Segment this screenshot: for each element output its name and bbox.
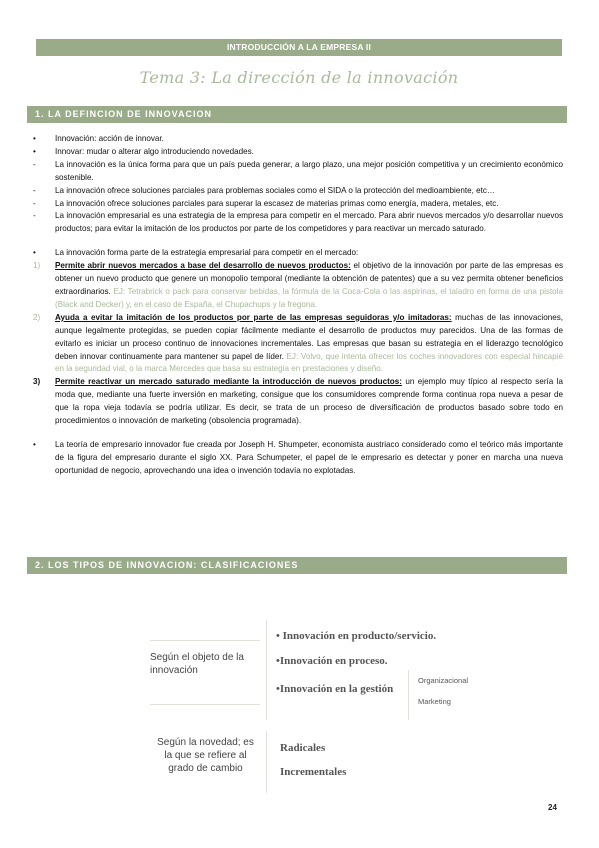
schumpeter-text: La teoría de empresario innovador fue creada por Joseph H. Shumpeter, economista austriaco considerado como el teórico más importante de la figura del empresario durante el siglo XX. Para Schumpeter, el papel de le empresario es detectar y poner en marcha una nueva oportunidad de negocio, aprovechando una idea o invención todavía no explotadas.	[55, 439, 563, 475]
strategy-intro-text: La innovación forma parte de la estrategia empresarial para competir en el mercado:	[55, 248, 359, 258]
bullet-mark: •	[33, 248, 36, 258]
numbered-point-3	[33, 376, 563, 428]
point-heading: Ayuda a evitar la imitación de los productos por parte de las empresas seguidoras y/o imitadoras:	[55, 312, 452, 322]
group1-item: •Innovación en proceso.	[276, 655, 388, 667]
group1-sub-item: Marketing	[418, 697, 451, 706]
group2-item: Incrementales	[280, 766, 347, 778]
schumpeter-paragraph	[33, 439, 563, 478]
group1-sub-item: Organizacional	[418, 676, 469, 685]
list-item-text: Innovar: mudar o alterar algo introduciendo novedades.	[55, 146, 254, 156]
classification-diagram	[0, 615, 599, 795]
point-heading: Permite reactivar un mercado saturado mediante la introducción de nuevos productos:	[55, 377, 402, 387]
strategy-intro	[33, 247, 563, 260]
dash-mark: -	[33, 198, 36, 208]
point-example: EJ: Tetrabrick o pack para conservar bebidas, la fórmula de la Coca-Cola o las aspirinas, el taladro en forma de una pistola (Black and Decker) y, en el caso de España, el Chupachups y la fregona.	[55, 286, 563, 309]
numbered-point-2	[33, 312, 563, 377]
dash-mark: -	[33, 159, 36, 169]
group1-item: •Innovación en la gestión	[276, 683, 394, 695]
group1-label: Según el objeto de la innovación	[150, 652, 244, 676]
list-item	[33, 133, 563, 146]
list-item-text: La innovación es la única forma para que un país pueda generar, a largo plazo, una mejor posición competitiva y un crecimiento económico sostenible.	[55, 159, 563, 182]
list-item	[33, 159, 563, 185]
point-example: EJ: Volvo, que intenta ofrecer los coches innovadores con especial hincapié en la seguridad vial, o la marca Mercedes que basa su estrategia en prestaciones y diseño.	[55, 351, 563, 374]
bracket-line	[408, 670, 409, 720]
bracket-line	[266, 620, 267, 720]
group1-item: • Innovación en producto/servicio.	[276, 630, 437, 642]
course-header: INTRODUCCIÓN A LA EMPRESA II	[36, 39, 562, 56]
topic-title: Tema 3: La dirección de la innovación	[139, 68, 459, 87]
bullet-mark: •	[33, 134, 36, 143]
list-item-text: La innovación ofrece soluciones parciales para superar la escasez de materias primas como energía, madera, metales, etc.	[55, 198, 499, 208]
point-number: 2)	[33, 312, 41, 322]
divider-line	[150, 640, 260, 641]
section-heading-1: 1. LA DEFINCION DE INNOVACION	[27, 106, 567, 123]
section-1-body	[33, 133, 563, 478]
bracket-line	[266, 731, 267, 793]
list-item	[33, 185, 563, 198]
list-item	[33, 146, 563, 159]
numbered-point-1	[33, 260, 563, 312]
dash-mark: -	[33, 211, 36, 221]
point-number: 1)	[33, 261, 41, 271]
group2-label: Según la novedad; es la que se refiere al grado de cambio	[157, 737, 254, 774]
list-item	[33, 198, 563, 211]
point-number: 3)	[33, 377, 41, 387]
list-item-text: La innovación empresarial es una estrategia de la empresa para competir en el mercado. Para abrir nuevos mercados y/o desarrollar nuevos productos; para evitar la imitación de los productos por parte de los competidores y para reactivar un mercado saturado.	[55, 211, 563, 234]
bullet-mark: •	[33, 146, 36, 156]
dash-mark: -	[33, 185, 36, 195]
list-item-text: Innovación: acción de innovar.	[55, 134, 164, 143]
group2-item: Radicales	[280, 742, 326, 754]
section-heading-2: 2. LOS TIPOS DE INNOVACION: CLASIFICACIONES	[27, 557, 567, 574]
list-item-text: La innovación ofrece soluciones parciales para problemas sociales como el SIDA o la protección del medioambiente, etc…	[55, 185, 495, 195]
point-body: un ejemplo muy típico al respecto sería la moda que, mediante una fuerte inversión en marketing, consigue que los consumidores comprende forma continua ropa nueva a pesar de que la ropa vieja todavía se podría utilizar. Es decir, se trata de un proceso de diversificación de productos basado sobre todo en procedimientos o innovación de marketing (obsolencia programada).	[55, 377, 564, 426]
list-item	[33, 210, 563, 236]
page-number: 24	[548, 803, 557, 812]
bullet-mark: •	[33, 439, 36, 449]
point-body: muchas de las innovaciones, aunque legalmente protegidas, se pueden copiar fácilmente mediante el desarrollo de productos muy parecidos. Una de las formas de evitarlo es iniciar un proceso continuo de innovaciones incrementales. Las empresas que basan su estrategia en el liderazgo tecnológico deben innovar continuamente para mantener su papel de líder.	[55, 312, 563, 361]
point-body: el objetivo de la innovación por parte de las empresas es obtener un nuevo producto que genere un monopolio temporal (mediante la obtención de patentes) que a su vez permita obtener beneficios extraordinarios.	[55, 261, 563, 296]
divider-line	[150, 704, 260, 705]
point-heading: Permite abrir nuevos mercados a base del desarrollo de nuevos productos:	[55, 261, 351, 271]
